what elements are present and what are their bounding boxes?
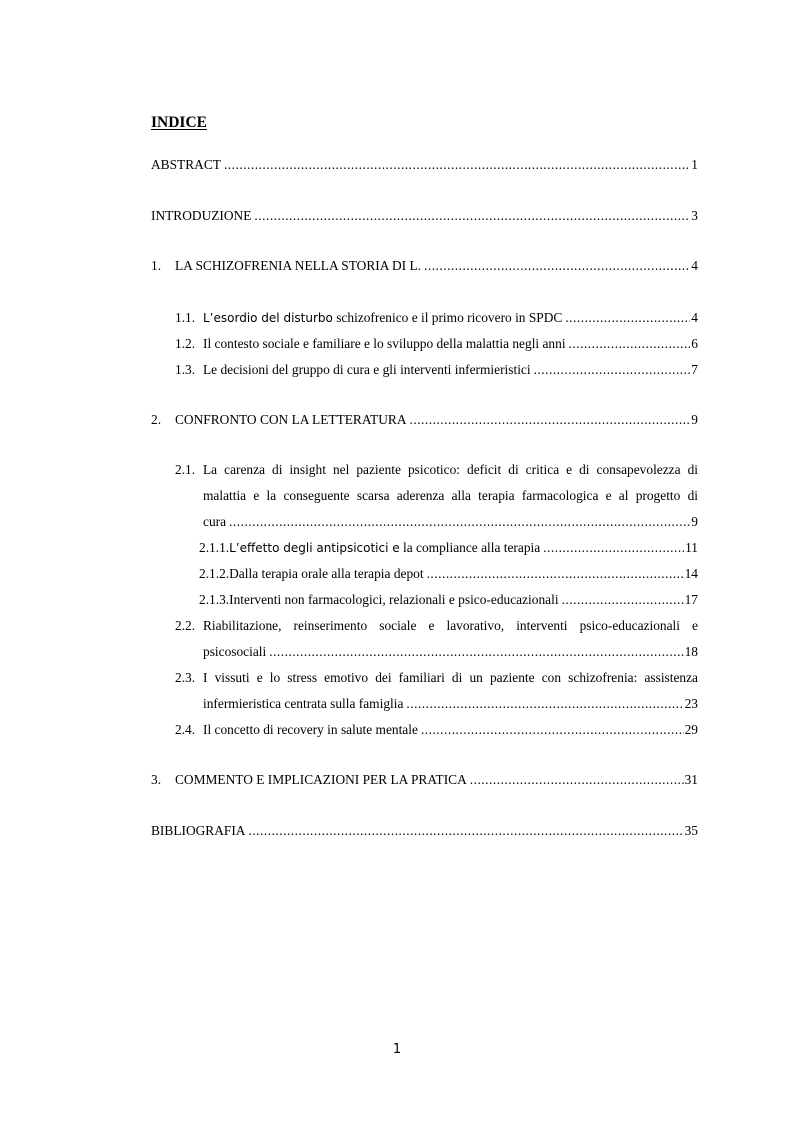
toc-entry-1-1[interactable] [175,310,698,326]
toc-entry-page: 1 [691,157,698,172]
toc-entry-page: 29 [684,722,698,737]
toc-leader-dots [424,258,690,274]
toc-entry-label [229,540,540,556]
toc-entry-number: 1.3. [175,362,196,377]
toc-entry-label: Interventi non farmacologici, relazionali e psico-educazionali [229,592,559,607]
toc-entry-2-4[interactable] [175,722,698,738]
toc-entry-page: 18 [684,644,698,659]
toc-entry-label: INTRODUZIONE [151,208,252,223]
toc-entry-label: LA SCHIZOFRENIA NELLA STORIA DI L. [175,258,421,273]
toc-entry-number: 2.2. [175,618,196,633]
toc-leader-dots [254,208,690,224]
toc-entry-label-line[interactable]: I vissuti e lo stress emotivo dei familiari di un paziente con schizofrenia: assistenza [203,670,698,685]
toc-leader-dots [421,722,684,738]
toc-entry-label: BIBLIOGRAFIA [151,823,246,838]
toc-entry-number: 1.1. [175,310,196,325]
toc-entry-number: 2.1.1. [199,540,230,555]
toc-entry-2-1[interactable] [203,514,698,530]
toc-entry-page: 4 [691,258,698,273]
toc-entry-label: ABSTRACT [151,157,221,172]
toc-entry-label: Dalla terapia orale alla terapia depot [229,566,424,581]
toc-entry-chapter-1[interactable] [151,258,698,274]
toc-entry-number: 1. [151,258,162,273]
toc-entry-number: 2.1.3. [199,592,230,607]
toc-entry-label: Il concetto di recovery in salute mentale [203,722,418,737]
toc-entry-number: 3. [151,772,162,787]
toc-entry-number: 2.1. [175,462,196,477]
toc-entry-label: COMMENTO E IMPLICAZIONI PER LA PRATICA [175,772,467,787]
toc-leader-dots [543,540,684,556]
toc-entry-label: Il contesto sociale e familiare e lo sviluppo della malattia negli anni [203,336,566,351]
toc-entry-label: psicosociali [203,644,267,659]
toc-leader-dots [410,412,691,428]
toc-entry-label-line[interactable]: malattia e la conseguente scarsa aderenza alla terapia farmacologica e al progetto di [203,488,698,503]
toc-entry-page: 6 [691,336,698,351]
toc-entry-label: infermieristica centrata sulla famiglia [203,696,404,711]
toc-leader-dots [562,592,684,608]
toc-entry-number: 2.4. [175,722,196,737]
toc-leader-dots [229,514,690,530]
toc-entry-2-1-2[interactable] [199,566,698,582]
toc-entry-2-1-3[interactable] [199,592,698,608]
toc-entry-page: 17 [684,592,698,607]
toc-entry-number: 2.1.2. [199,566,230,581]
toc-entry-number: 1.2. [175,336,196,351]
toc-entry-label-line[interactable]: La carenza di insight nel paziente psicotico: deficit di critica e di consapevolezza di [203,462,698,477]
toc-entry-1-2[interactable] [175,336,698,352]
toc-entry-abstract[interactable] [151,157,698,173]
toc-leader-dots [470,772,684,788]
toc-entry-1-3[interactable] [175,362,698,378]
toc-leader-dots [534,362,691,378]
toc-leader-dots [427,566,684,582]
toc-leader-dots [248,823,683,839]
toc-entry-label-line[interactable]: Riabilitazione, reinserimento sociale e lavorativo, interventi psico-educazionali e [203,618,698,633]
toc-entry-label-part: schizofrenico e il primo ricovero in SPDC [332,310,563,325]
toc-entry-chapter-2[interactable] [151,412,698,428]
toc-entry-number: 2.3. [175,670,196,685]
toc-entry-label: Le decisioni del gruppo di cura e gli interventi infermieristici [203,362,531,377]
toc-entry-page: 11 [685,540,698,555]
toc-leader-dots [565,310,690,326]
toc-leader-dots [224,157,690,173]
toc-entry-page: 7 [691,362,698,377]
toc-entry-introduzione[interactable] [151,208,698,224]
toc-leader-dots [569,336,691,352]
toc-title: INDICE [151,114,207,131]
toc-entry-page: 31 [684,772,698,787]
toc-entry-label-part: L’esordio del disturbo [203,311,333,325]
toc-entry-chapter-3[interactable] [151,772,698,788]
toc-entry-label [203,310,562,326]
toc-entry-label-part: L’effetto degli antipsicotici e [229,541,400,555]
toc-entry-label-part: la compliance alla terapia [399,540,541,555]
toc-entry-label: cura [203,514,227,529]
toc-entry-page: 3 [691,208,698,223]
toc-entry-page: 9 [691,514,698,529]
toc-entry-page: 35 [684,823,698,838]
toc-entry-label: CONFRONTO CON LA LETTERATURA [175,412,407,427]
toc-entry-page: 9 [691,412,698,427]
toc-entry-number: 2. [151,412,162,427]
toc-entry-2-3[interactable] [203,696,698,712]
toc-entry-bibliografia[interactable] [151,823,698,839]
toc-entry-2-1-1[interactable] [199,540,698,556]
page-number: 1 [392,1042,402,1057]
toc-leader-dots [269,644,683,660]
toc-entry-2-2[interactable] [203,644,698,660]
toc-entry-page: 14 [684,566,698,581]
toc-entry-page: 4 [691,310,698,325]
toc-entry-page: 23 [684,696,698,711]
toc-leader-dots [406,696,683,712]
